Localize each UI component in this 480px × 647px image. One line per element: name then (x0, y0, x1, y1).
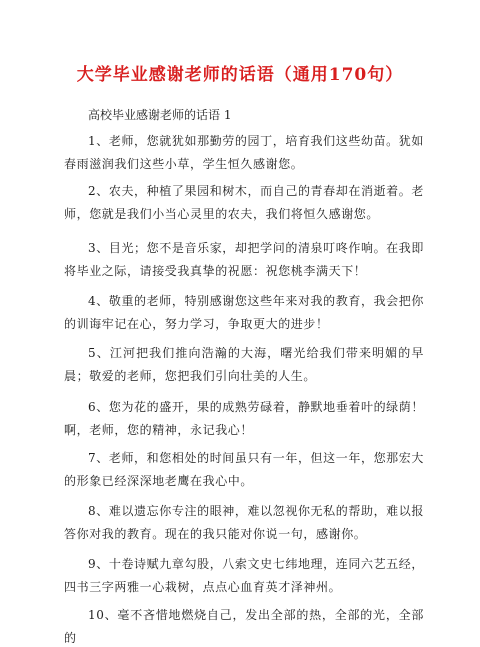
paragraph-8: 8、难以遗忘你专注的眼神，难以忽视你无私的帮助，难以报答你对我的教育。现在的我只能对你说一句，感谢你。 (64, 504, 424, 541)
paragraph-3: 3、目光；您不是音乐家，却把学问的清泉叮咚作响。在我即将毕业之际，请接受我真挚的祝愿：祝您桃李满天下！ (64, 241, 424, 278)
paragraph-9: 9、十卷诗赋九章勾股，八索文史七纬地理，连同六艺五经，四书三字两雅一心栽树，点点心血育英才泽神州。 (64, 557, 424, 594)
paragraph-2: 2、农夫，种植了果园和树木，而自己的青春却在消逝着。老师，您就是我们小当心灵里的农夫，我们将恒久感谢您。 (64, 184, 424, 221)
paragraph-4: 4、敬重的老师，特别感谢您这些年来对我的教育，我会把你的训诲牢记在心，努力学习，争取更大的进步！ (64, 294, 424, 331)
section-subtitle: 高校毕业感谢老师的话语 1 (88, 108, 232, 122)
paragraph-1: 1、老师，您就犹如那勤劳的园丁，培育我们这些幼苗。犹如春雨滋润我们这些小草，学生恒久感谢您。 (64, 134, 424, 171)
paragraph-10: 10、毫不吝惜地燃烧自己，发出全部的热，全部的光，全部的 (64, 608, 424, 645)
document-title: 大学毕业感谢老师的话语（通用170句） (76, 65, 404, 85)
paragraph-5: 5、江河把我们推向浩瀚的大海，曙光给我们带来明媚的早晨；敬爱的老师，您把我们引向壮美的人生。 (64, 346, 424, 383)
paragraph-6: 6、您为花的盛开，果的成熟劳碌着，静默地垂着叶的绿荫！啊，老师，您的精神，永记我心！ (64, 400, 424, 437)
paragraph-7: 7、老师，和您相处的时间虽只有一年，但这一年，您那宏大的形象已经深深地老鹰在我心中。 (64, 451, 424, 488)
